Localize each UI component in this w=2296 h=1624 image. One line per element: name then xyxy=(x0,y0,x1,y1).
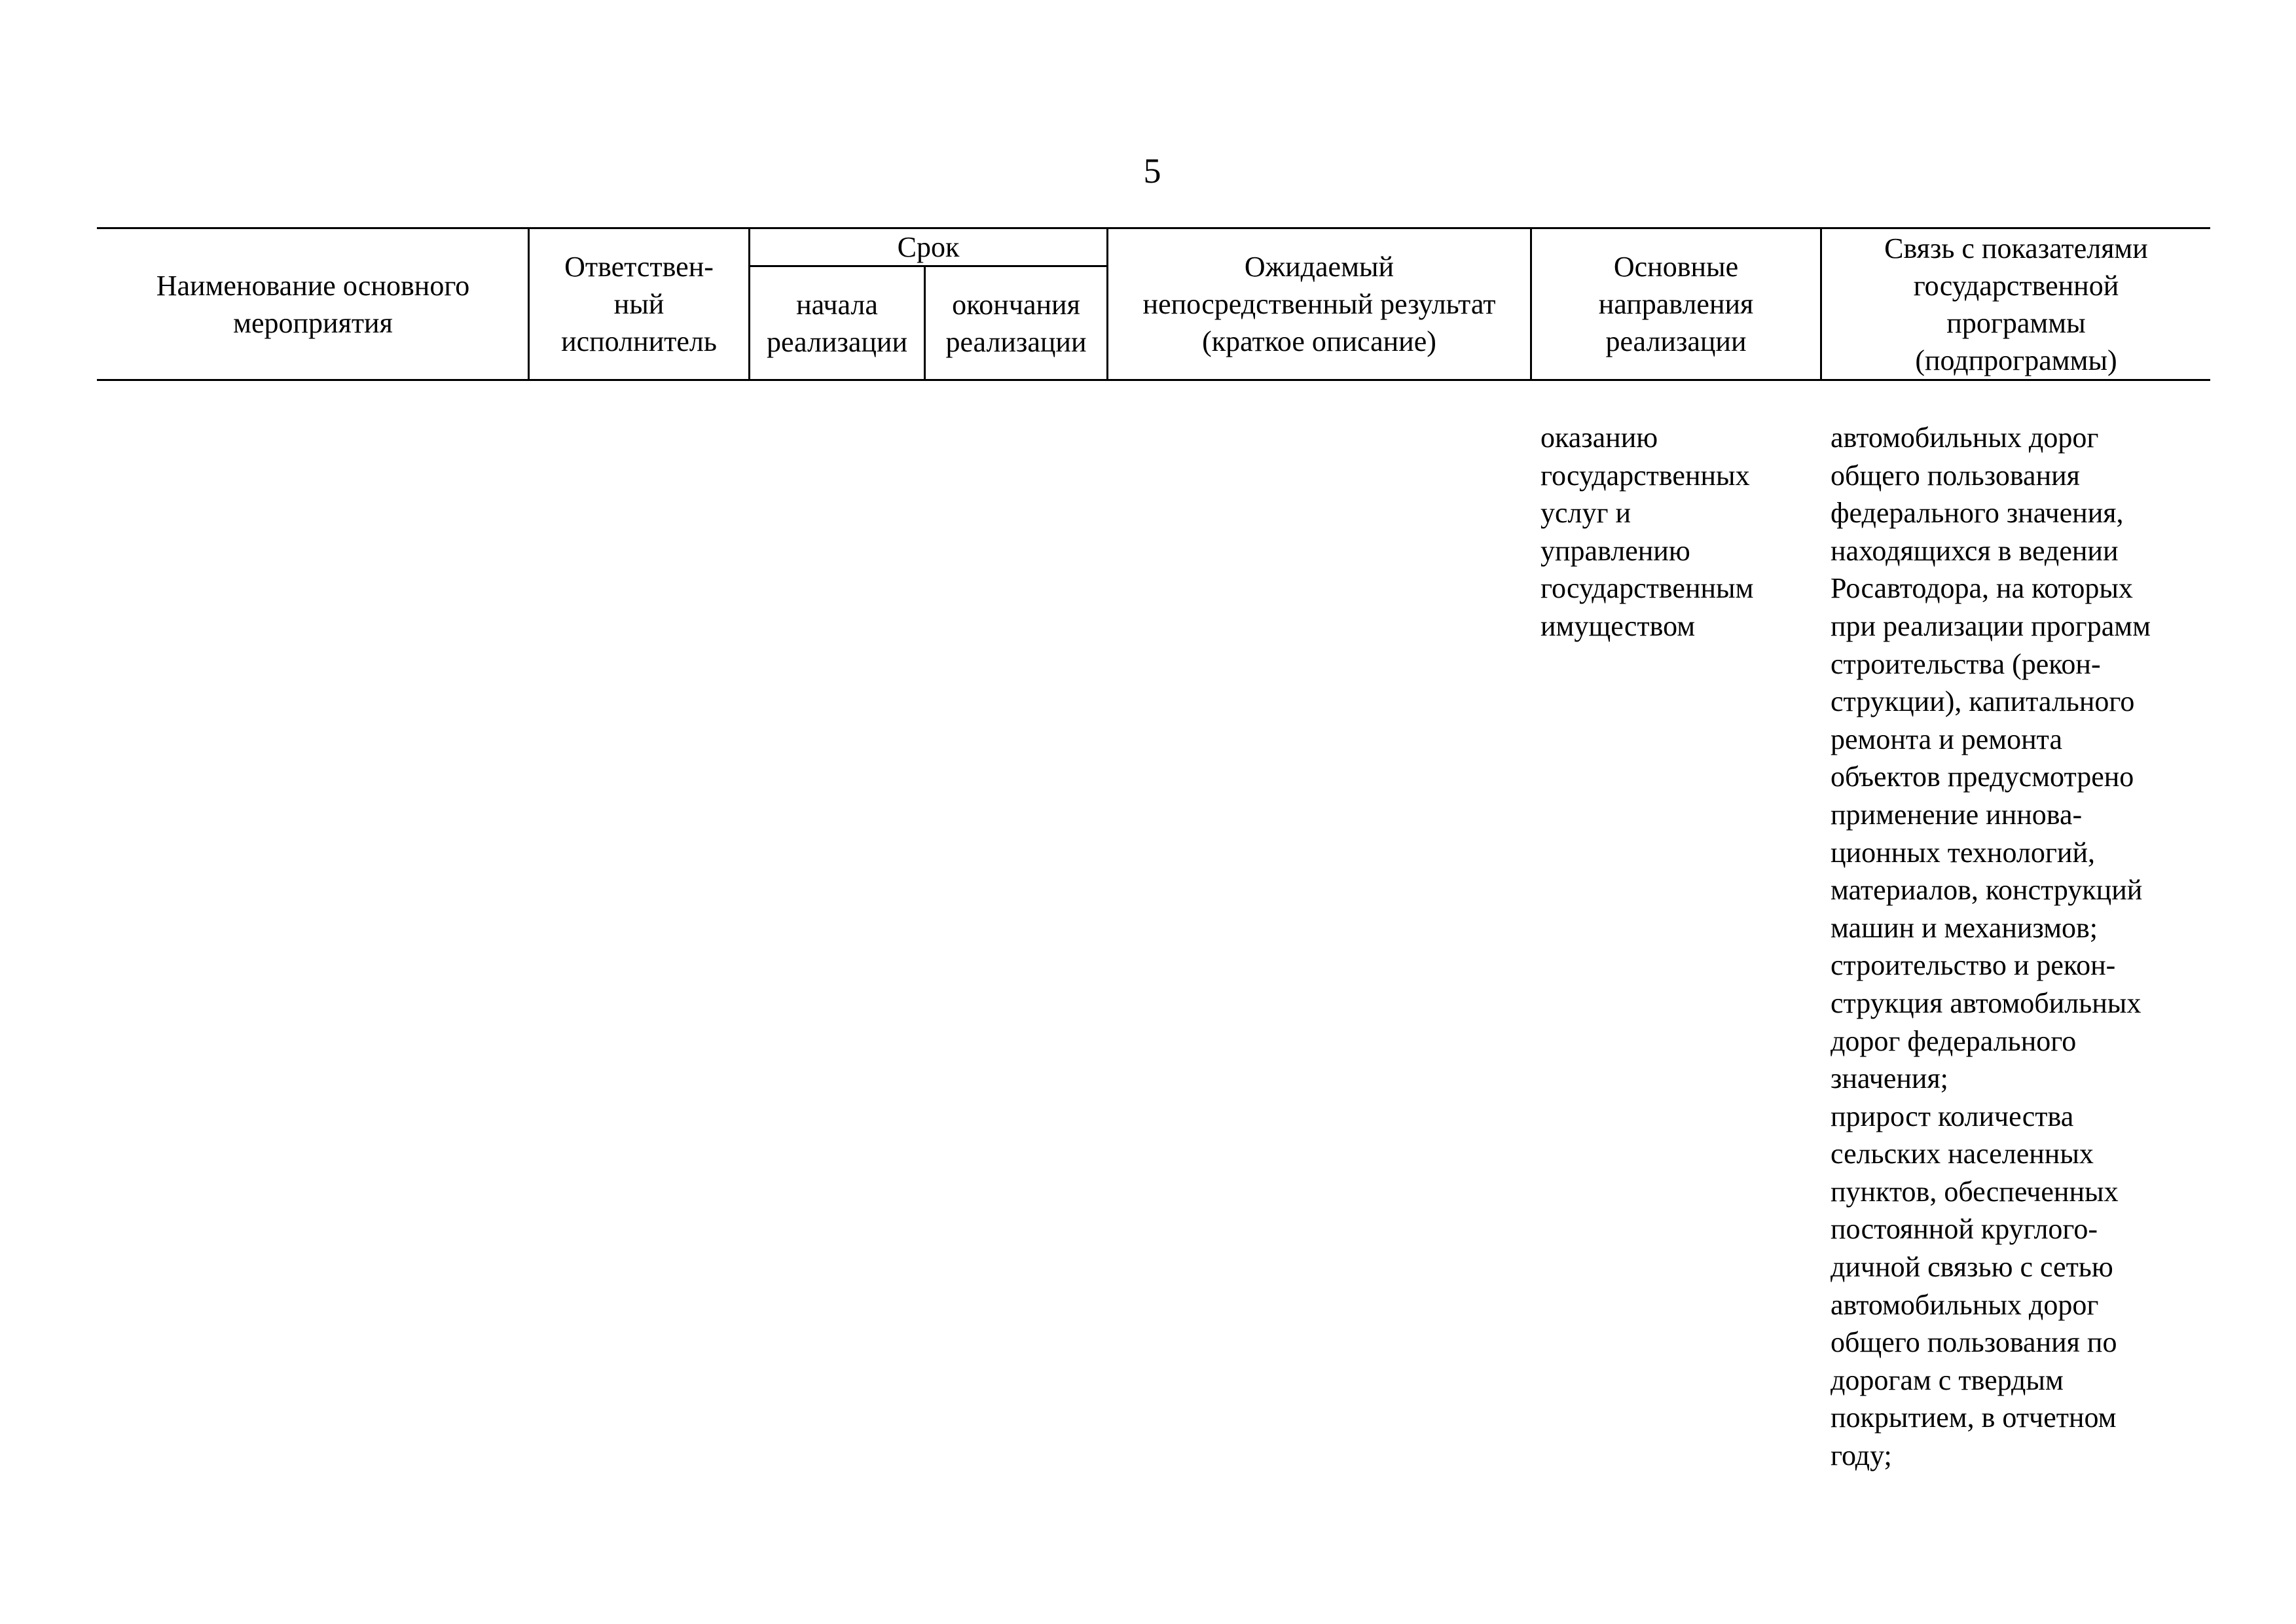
header-bottom-border xyxy=(97,379,2210,381)
page-number: 5 xyxy=(1143,151,1161,190)
header-indicators: Связь с показателями государственной программы (подпрограммы) xyxy=(1884,232,2148,376)
header-result: Ожидаемый непосредственный результат (краткое описание) xyxy=(1142,251,1496,357)
header-term: Срок xyxy=(897,231,960,263)
header-directions: Основные направления реализации xyxy=(1598,251,1754,357)
row-indicators: автомобильных дорог общего пользования федерального значения, находящихся в ведении Росавтодора, на которых при реализации программ строительства (рекон- струкции), капитального ремонта и ремонта объектов предусмотрено применение иннова- ционных технологий, материалов, конструкций машин и механизмов; строительство и рекон- струкция автомобильных дорог федерального значения; прирост количества сельских населенных пунктов, обеспеченных постоянной круглого- дичной связью с сетью автомобильных дорог общего пользования по дорогам с твердым покрытием, в отчетном году; xyxy=(1831,422,2151,1472)
header-term-end: окончания реализации xyxy=(945,288,1087,358)
header-executor: Ответствен- ный исполнитель xyxy=(561,251,717,357)
row-directions: оказанию государственных услуг и управлению государственным имуществом xyxy=(1540,422,1754,642)
header-term-start: начала реализации xyxy=(766,288,908,358)
header-name: Наименование основного мероприятия xyxy=(156,269,470,339)
